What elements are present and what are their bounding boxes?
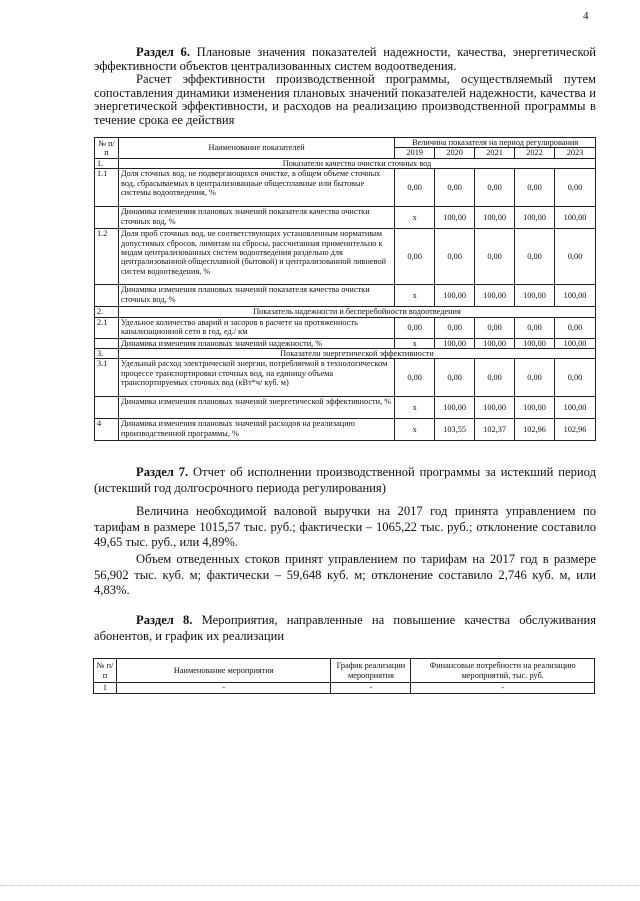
indicators-table	[94, 137, 596, 441]
row-value: 100,00	[515, 397, 555, 419]
table-row	[95, 338, 596, 348]
row-num: 2.1	[95, 317, 119, 338]
group-title: Показатели качества очистки сточных вод	[118, 158, 595, 168]
group-title: Показатели энергетической эффективности	[118, 349, 595, 359]
row-name: Динамика изменения плановых значений показателя качества очистки сточных вод, %	[118, 285, 394, 307]
group-row	[95, 349, 596, 359]
row-value: 100,00	[555, 207, 596, 229]
header-row	[94, 659, 595, 683]
section7-heading-text: Отчет об исполнении производственной программы за истекший период (истекший год долгосрочного периода регулирования)	[94, 465, 596, 495]
row-value: 103,55	[435, 419, 475, 441]
row-value: 0,00	[395, 229, 435, 285]
table-row	[95, 169, 596, 207]
group-num: 2.	[95, 307, 119, 317]
group-num: 3.	[95, 349, 119, 359]
row-value: 0,00	[555, 229, 596, 285]
row-name: Динамика изменения плановых значений энергетической эффективности, %	[118, 397, 394, 419]
row-value: 0,00	[435, 359, 475, 397]
row-value: 0,00	[435, 169, 475, 207]
row-value: 100,00	[475, 397, 515, 419]
section8-heading-text: Мероприятия, направленные на повышение качества обслуживания абонентов, и график их реализации	[94, 613, 596, 643]
cell-measure: -	[116, 683, 331, 694]
section7-para2: Объем отведенных стоков принят управлением по тарифам на 2017 год в размере 56,902 тыс. куб. м; фактически – 59,648 куб. м; отклонение составило 2,746 куб. м, или 4,83%.	[94, 552, 596, 597]
section7-para1: Величина необходимой валовой выручки на 2017 год принята управлением по тарифам в размере 1015,57 тыс. руб.; фактически – 1065,22 тыс. руб.; отклонение составило 49,65 тыс. руб., или 4,89%.	[94, 504, 596, 549]
row-value: 0,00	[515, 359, 555, 397]
row-num	[95, 397, 119, 419]
row-value: 0,00	[555, 169, 596, 207]
row-value: 100,00	[515, 207, 555, 229]
row-value: 100,00	[555, 285, 596, 307]
row-value: 100,00	[435, 338, 475, 348]
row-num: 3.1	[95, 359, 119, 397]
header-schedule: График реализации мероприятия	[331, 659, 411, 683]
section6-title: Раздел 6.	[136, 45, 190, 59]
row-value: 100,00	[515, 338, 555, 348]
row-value: х	[395, 419, 435, 441]
row-value: 0,00	[475, 359, 515, 397]
row-num	[95, 285, 119, 307]
row-value: 100,00	[435, 285, 475, 307]
row-name: Удельный расход электрической энергии, потребляемой в технологическом процессе транспортировки сточных вод, на единицу объема транспортируемых сточных вод (кВт*ч/ куб. м)	[118, 359, 394, 397]
row-value: 100,00	[555, 397, 596, 419]
row-num: 4	[95, 419, 119, 441]
row-num: 1.1	[95, 169, 119, 207]
row-value: 100,00	[515, 285, 555, 307]
header-measure: Наименование мероприятия	[116, 659, 331, 683]
row-value: 0,00	[555, 317, 596, 338]
row-value: х	[395, 338, 435, 348]
table-row	[95, 285, 596, 307]
table-row	[95, 207, 596, 229]
row-name: Динамика изменения плановых значений показателя качества очистки сточных вод, %	[118, 207, 394, 229]
row-value: 0,00	[435, 229, 475, 285]
row-name: Динамика изменения плановых значений надежности, %	[118, 338, 394, 348]
header-num: № п/п	[94, 659, 117, 683]
row-value: 100,00	[475, 285, 515, 307]
row-value: 102,37	[475, 419, 515, 441]
section7-heading	[94, 464, 596, 496]
group-title: Показатель надежности и бесперебойности водоотведения	[118, 307, 595, 317]
row-num	[95, 207, 119, 229]
section6-heading	[94, 46, 596, 73]
row-value: 0,00	[395, 359, 435, 397]
row-value: 102,96	[555, 419, 596, 441]
row-value: х	[395, 207, 435, 229]
group-row	[95, 307, 596, 317]
row-value: 100,00	[435, 207, 475, 229]
section8-title: Раздел 8.	[136, 613, 193, 627]
table-row	[95, 397, 596, 419]
section7-title: Раздел 7.	[136, 465, 189, 479]
year-2020: 2020	[435, 148, 475, 158]
row-value: 100,00	[475, 338, 515, 348]
row-value: 0,00	[475, 169, 515, 207]
page-bottom-divider	[0, 885, 640, 886]
row-num: 1.2	[95, 229, 119, 285]
row-value: 0,00	[515, 317, 555, 338]
year-2019: 2019	[395, 148, 435, 158]
row-value: 100,00	[475, 207, 515, 229]
row-name: Доля сточных вод, не подвергающихся очистке, в общем объеме сточных вод, сбрасываемых в централизованные общесплавные или бытовые системы водоотведения, %	[118, 169, 394, 207]
header-num: № п/п	[95, 138, 119, 159]
group-row	[95, 158, 596, 168]
row-value: 0,00	[515, 229, 555, 285]
table-row	[95, 359, 596, 397]
year-2021: 2021	[475, 148, 515, 158]
header-name: Наименование показателей	[118, 138, 394, 159]
row-name: Динамика изменения плановых значений расходов на реализацию производственной программы, %	[118, 419, 394, 441]
row-value: 100,00	[435, 397, 475, 419]
row-value: х	[395, 285, 435, 307]
row-value: 102,96	[515, 419, 555, 441]
page-number: 4	[583, 10, 589, 22]
header-finance: Финансовые потребности на реализацию мероприятий, тыс. руб.	[411, 659, 595, 683]
header-period: Величина показателя на период регулирования	[395, 138, 596, 148]
table-row	[94, 683, 595, 694]
measures-table	[93, 658, 595, 694]
cell-schedule: -	[331, 683, 411, 694]
table-row	[95, 317, 596, 338]
year-2023: 2023	[555, 148, 596, 158]
table-row	[95, 419, 596, 441]
cell-finance: -	[411, 683, 595, 694]
row-value: 0,00	[475, 229, 515, 285]
section8-heading	[94, 612, 596, 644]
row-value: 0,00	[395, 169, 435, 207]
row-name: Доля проб сточных вод, не соответствующих установленным нормативам допустимых сбросов, лимитам на сбросы, рассчитанная применительно к видам централизованных систем водоотведения раздельно для централизованной общесплавной (бытовой) и централизованной ливневой систем водоотведения, %	[118, 229, 394, 285]
row-name: Удельное количество аварий и засоров в расчете на протяженность канализационной сети в год, ед./ км	[118, 317, 394, 338]
group-num: 1.	[95, 158, 119, 168]
section6-text: Расчет эффективности производственной программы, осуществляемый путем сопоставления динамики изменения плановых значений показателей надежности, качества и энергетической эффективности, и расходов на реализацию производственной программы в течение срока ее действия	[94, 72, 596, 127]
row-value: 0,00	[435, 317, 475, 338]
year-2022: 2022	[515, 148, 555, 158]
cell-num: 1	[94, 683, 117, 694]
row-value: 100,00	[555, 338, 596, 348]
row-num	[95, 338, 119, 348]
row-value: 0,00	[515, 169, 555, 207]
row-value: 0,00	[395, 317, 435, 338]
row-value: 0,00	[475, 317, 515, 338]
row-value: 0,00	[555, 359, 596, 397]
row-value: х	[395, 397, 435, 419]
section6-heading-text: Плановые значения показателей надежности, качества, энергетической эффективности объектов централизованных систем водоотведения.	[94, 45, 596, 73]
table-row	[95, 229, 596, 285]
